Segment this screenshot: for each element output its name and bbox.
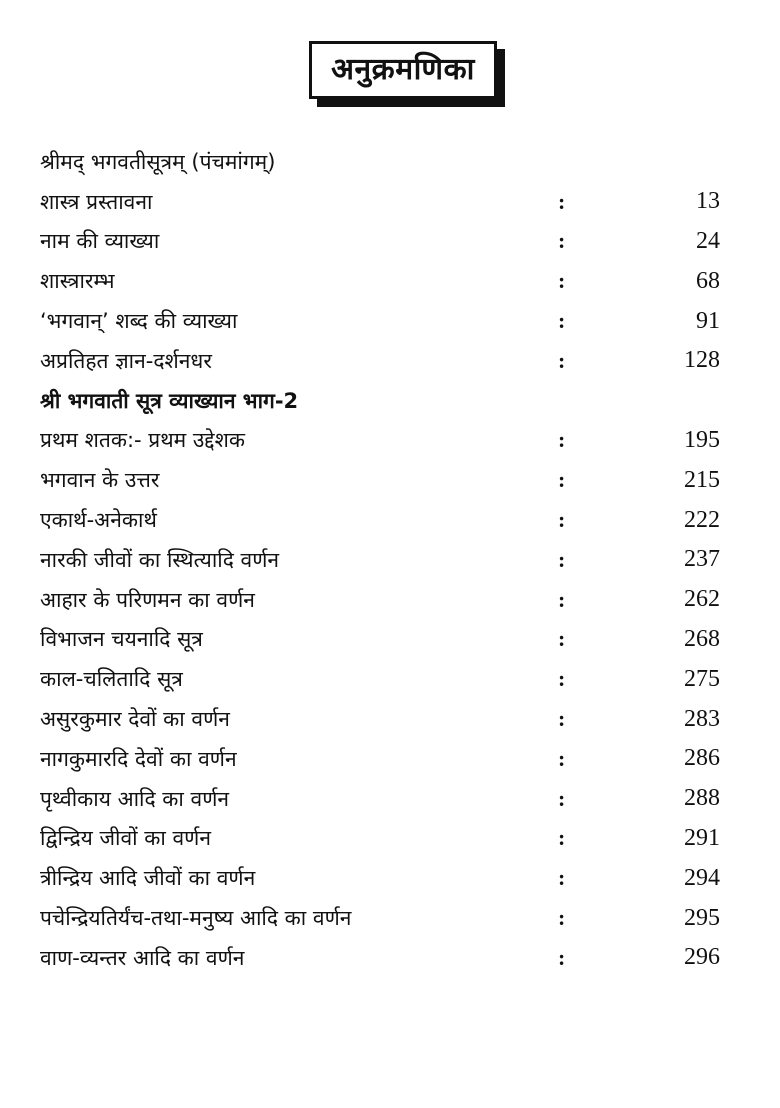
toc-entry-title: अप्रतिहत ज्ञान-दर्शनधर xyxy=(40,348,212,373)
toc-page-number: 268 xyxy=(684,625,720,652)
toc-entry-title: नागकुमारदि देवों का वर्णन xyxy=(40,746,237,771)
toc-separator: : xyxy=(558,586,566,612)
toc-separator: : xyxy=(558,308,566,334)
toc-page-number: 283 xyxy=(684,705,720,732)
toc-entry-title: शास्त्र प्रस्तावना xyxy=(40,189,153,214)
toc-separator: : xyxy=(558,268,566,294)
toc-separator: : xyxy=(558,905,566,931)
toc-separator: : xyxy=(558,347,566,373)
toc-page-number: 222 xyxy=(684,506,720,533)
toc-page-number: 68 xyxy=(696,267,720,294)
toc-entry xyxy=(40,659,730,699)
toc-separator: : xyxy=(558,546,566,572)
toc-entry-title: पृथ्वीकाय आदि का वर्णन xyxy=(40,786,230,811)
toc-entry-title: नाम की व्याख्या xyxy=(40,229,160,254)
toc-entry xyxy=(40,341,730,381)
toc-entry-title: असुरकुमार देवों का वर्णन xyxy=(40,707,230,732)
toc-entry xyxy=(40,580,730,620)
toc-entry-title: वाण-व्यन्तर आदि का वर्णन xyxy=(40,945,245,970)
toc-separator: : xyxy=(558,706,566,732)
toc-page-number: 237 xyxy=(684,546,720,573)
toc-section-heading xyxy=(40,381,730,421)
toc-entry xyxy=(40,819,730,859)
toc-page-number: 275 xyxy=(684,665,720,692)
toc-page-number: 91 xyxy=(696,307,720,334)
toc-entry xyxy=(40,858,730,898)
toc-page-number: 291 xyxy=(684,824,720,851)
toc-entry-title: आहार के परिणमन का वर्णन xyxy=(40,587,255,612)
toc-entry xyxy=(40,620,730,660)
toc-separator: : xyxy=(558,944,566,970)
toc-entry xyxy=(40,421,730,461)
toc-page-number: 296 xyxy=(684,944,720,971)
toc-separator: : xyxy=(558,865,566,891)
toc-page-number: 13 xyxy=(696,188,720,215)
toc-entry-title: विभाजन चयनादि सूत्र xyxy=(40,627,203,652)
toc-page-number: 295 xyxy=(684,904,720,931)
toc-entry xyxy=(40,739,730,779)
toc-separator: : xyxy=(558,507,566,533)
toc-entry-title: प्रथम शतक:- प्रथम उद्देशक xyxy=(40,428,245,453)
toc-separator: : xyxy=(558,467,566,493)
toc-entry xyxy=(40,779,730,819)
toc-entry-title: त्रीन्द्रिय आदि जीवों का वर्णन xyxy=(40,866,256,891)
toc-entry-title: द्विन्द्रिय जीवों का वर्णन xyxy=(40,826,212,851)
toc-page-number: 262 xyxy=(684,586,720,613)
toc-separator: : xyxy=(558,188,566,214)
toc-entry-title: नारकी जीवों का स्थित्यादि वर्णन xyxy=(40,547,280,572)
toc-entry xyxy=(40,182,730,222)
toc-entry-title: भगवान के उत्तर xyxy=(40,468,160,493)
toc-entry-title: ‘भगवान्’ शब्द की व्याख्या xyxy=(40,309,238,334)
toc-entry-title: श्रीमद् भगवतीसूत्रम् (पंचमांगम्) xyxy=(40,149,276,174)
toc-entry xyxy=(40,460,730,500)
toc-entry-title: पचेन्द्रियतिर्यंच-तथा-मनुष्य आदि का वर्णन xyxy=(40,906,352,931)
toc-entry-title: काल-चलितादि सूत्र xyxy=(40,667,183,692)
toc-entry xyxy=(40,898,730,938)
toc-page-number: 24 xyxy=(696,227,720,254)
toc-entry xyxy=(40,699,730,739)
toc-entry xyxy=(40,500,730,540)
toc-separator: : xyxy=(558,785,566,811)
toc-entry xyxy=(40,301,730,341)
toc-section-heading xyxy=(40,142,730,182)
toc-entry xyxy=(40,540,730,580)
toc-separator: : xyxy=(558,666,566,692)
toc-page-number: 195 xyxy=(684,426,720,453)
toc-entry-title: श्री भगवाती सूत्र व्याख्यान भाग-2 xyxy=(40,388,299,413)
toc-separator: : xyxy=(558,626,566,652)
page-title: अनुक्रमणिका xyxy=(331,52,475,87)
toc-entry xyxy=(40,938,730,978)
toc-separator: : xyxy=(558,427,566,453)
toc-page-number: 288 xyxy=(684,785,720,812)
toc-page-number: 294 xyxy=(684,864,720,891)
toc-separator: : xyxy=(558,825,566,851)
toc-page-number: 128 xyxy=(684,347,720,374)
toc-separator: : xyxy=(558,228,566,254)
toc-entry-title: शास्त्रारम्भ xyxy=(40,269,115,294)
table-of-contents xyxy=(40,142,730,978)
toc-entry-title: एकार्थ-अनेकार्थ xyxy=(40,508,157,533)
toc-separator: : xyxy=(558,745,566,771)
toc-page-number: 286 xyxy=(684,745,720,772)
title-box-frame xyxy=(309,41,497,99)
toc-entry xyxy=(40,261,730,301)
toc-entry xyxy=(40,222,730,262)
page-title-box xyxy=(309,41,497,99)
toc-page-number: 215 xyxy=(684,466,720,493)
